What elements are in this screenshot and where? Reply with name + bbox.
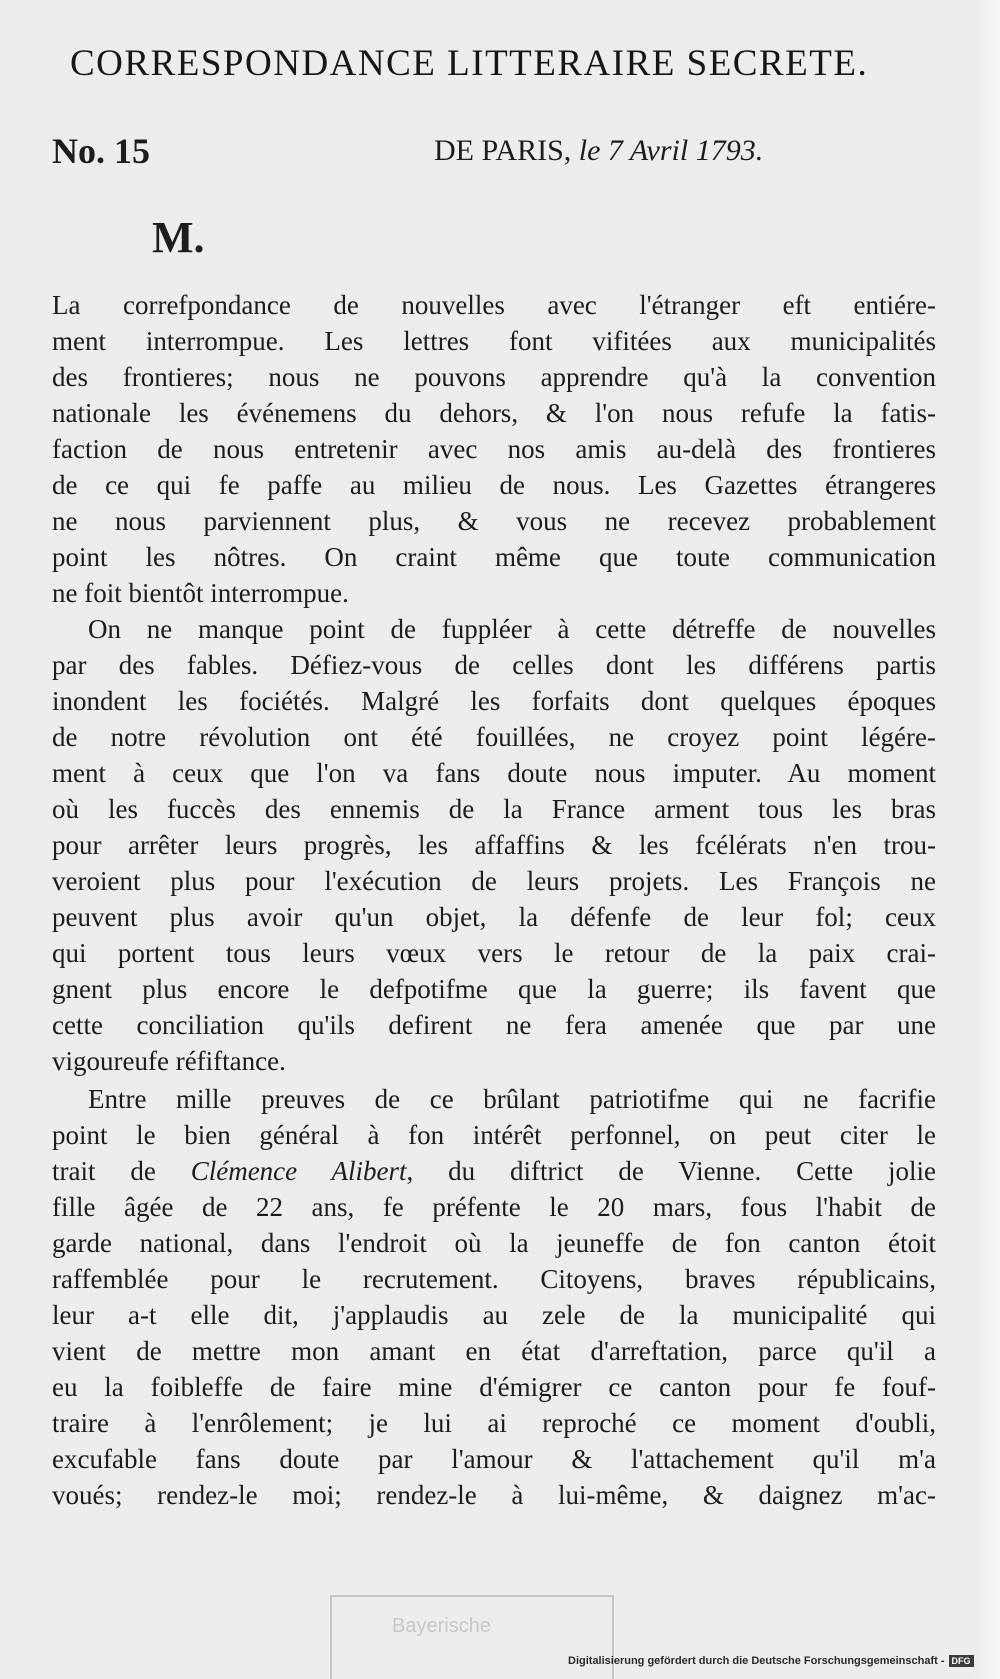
- text-line: La correfpondance de nouvelles avec l'étranger eft entiére-: [52, 290, 936, 320]
- text-line: point les nôtres. On craint même que toute communication: [52, 542, 936, 572]
- text-line: de notre révolution ont été fouillées, ne croyez point légére-: [52, 722, 936, 752]
- text-line: nationale les événemens du dehors, & l'on nous refufe la fatis-: [52, 398, 936, 428]
- text-line: peuvent plus avoir qu'un objet, la défenfe de leur fol; ceux: [52, 902, 936, 932]
- text-line: pour arrêter leurs progrès, les affaffins & les fcélérats n'en trou-: [52, 830, 936, 860]
- text-line: raffemblée pour le recrutement. Citoyens, braves républicains,: [52, 1264, 936, 1294]
- text-line: excufable fans doute par l'amour & l'attachement qu'il m'a: [52, 1444, 936, 1474]
- text-line: leur a-t elle dit, j'applaudis au zele de la municipalité qui: [52, 1300, 936, 1330]
- text-line: qui portent tous leurs vœux vers le retour de la paix crai-: [52, 938, 936, 968]
- credit-text: Digitalisierung gefördert durch die Deutsche Forschungsgemeinschaft -: [568, 1655, 945, 1667]
- text-line: de ce qui fe paffe au milieu de nous. Les Gazettes étrangeres: [52, 470, 936, 500]
- text-line: fille âgée de 22 ans, fe préfente le 20 mars, fous l'habit de: [52, 1192, 936, 1222]
- text-line: ment à ceux que l'on va fans doute nous imputer. Au moment: [52, 758, 936, 788]
- text-line: traire à l'enrôlement; je lui ai reproché ce moment d'oubli,: [52, 1408, 936, 1438]
- text-line: point le bien général à fon intérêt perfonnel, on peut citer le: [52, 1120, 936, 1150]
- person-name: Clémence Alibert: [190, 1156, 407, 1186]
- text-line: des frontieres; nous ne pouvons apprendre qu'à la convention: [52, 362, 936, 392]
- dfg-logo: DFG: [949, 1655, 974, 1667]
- text-line: inondent les fociétés. Malgré les forfaits dont quelques époques: [52, 686, 936, 716]
- dateline: [434, 134, 763, 168]
- text-line: ne foit bientôt interrompue.: [52, 578, 349, 608]
- text-line: voués; rendez-le moi; rendez-le à lui-même, & daignez m'ac-: [52, 1480, 936, 1510]
- masthead-title: CORRESPONDANCE LITTERAIRE SECRETE.: [70, 43, 869, 84]
- text-line: vigoureufe réfiftance.: [52, 1046, 286, 1076]
- text-line: On ne manque point de fuppléer à cette détreffe de nouvelles: [88, 614, 936, 644]
- text-line: garde national, dans l'endroit où la jeuneffe de fon canton étoit: [52, 1228, 936, 1258]
- text-line-with-name: [52, 1152, 936, 1190]
- text-fragment: trait de: [52, 1156, 191, 1186]
- text-line: faction de nous entretenir avec nos amis au-delà des frontieres: [52, 434, 936, 464]
- digitization-credit: [568, 1655, 974, 1667]
- text-line: eu la foibleffe de faire mine d'émigrer ce canton pour fe fouf-: [52, 1372, 936, 1402]
- issue-number: No. 15: [52, 131, 150, 171]
- text-line: Entre mille preuves de ce brûlant patriotifme qui ne facrifie: [88, 1084, 936, 1114]
- scan-margin: [972, 0, 1000, 1679]
- issue-line: [52, 130, 912, 174]
- text-line: ne nous parviennent plus, & vous ne recevez probablement: [52, 506, 936, 536]
- text-line: où les fuccès des ennemis de la France arment tous les bras: [52, 794, 936, 824]
- salutation: M.: [152, 213, 205, 262]
- text-line: veroient plus pour l'exécution de leurs projets. Les François ne: [52, 866, 936, 896]
- text-line: ment interrompue. Les lettres font vifitées aux municipalités: [52, 326, 936, 356]
- text-line: gnent plus encore le defpotifme que la guerre; ils favent que: [52, 974, 936, 1004]
- text-line: cette conciliation qu'ils defirent ne fera amenée que par une: [52, 1010, 936, 1040]
- stamp-text: Bayerische: [392, 1615, 491, 1637]
- text-fragment: , du diftrict de Vienne. Cette jolie: [406, 1156, 936, 1186]
- dateline-place: DE PARIS,: [434, 134, 572, 167]
- text-line: par des fables. Défiez-vous de celles dont les différens partis: [52, 650, 936, 680]
- text-line: vient de mettre mon amant en état d'arreftation, parce qu'il a: [52, 1336, 936, 1366]
- dateline-date: le 7 Avril 1793.: [578, 134, 764, 167]
